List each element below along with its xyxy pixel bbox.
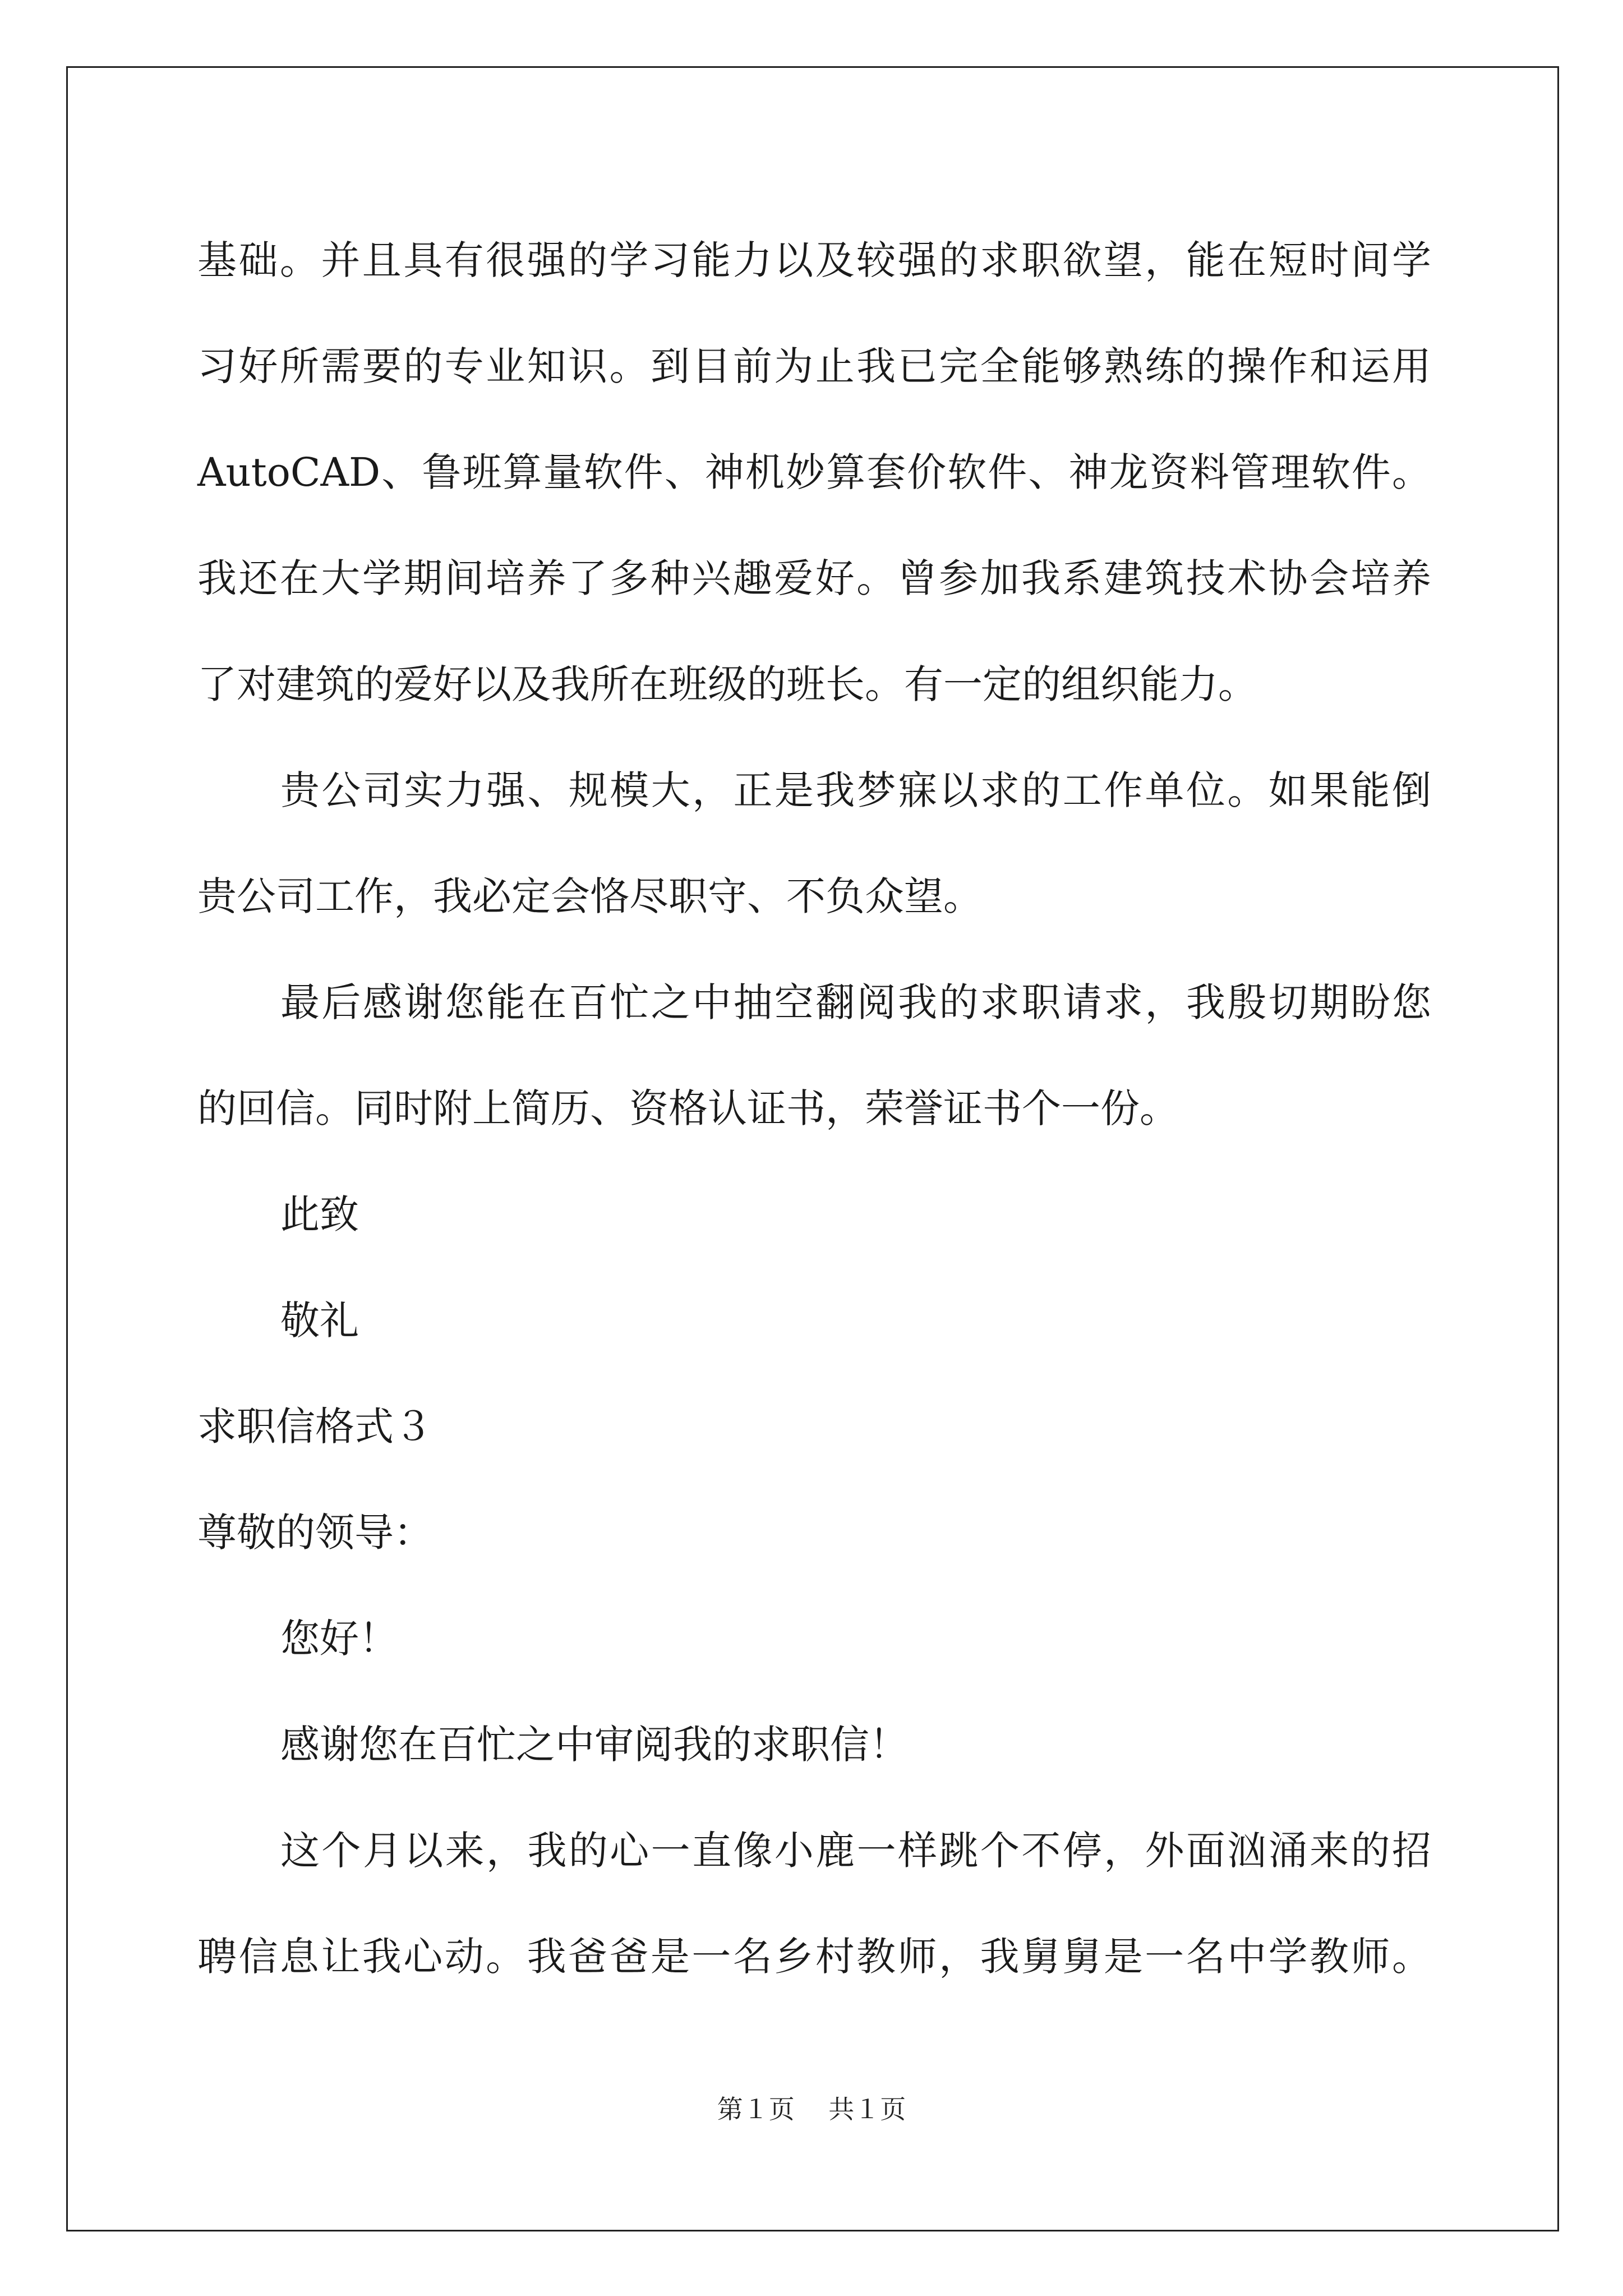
paragraph-line: 聘信息让我心动。我爸爸是一名乡村教师，我舅舅是一名中学教师。 (197, 1934, 1431, 1980)
paragraph-line: 贵公司工作，我必定会恪尽职守、不负众望。 (197, 873, 983, 919)
closing-regards: 敬礼 (280, 1297, 359, 1343)
document-body (197, 208, 1431, 2010)
paragraph-line: 这个月以来，我的心一直像小鹿一样跳个不停，外面汹涌来的招 (280, 1828, 1431, 1874)
section-heading: 求职信格式３ (197, 1404, 433, 1450)
paragraph-line: 的回信。同时附上简历、资格认证书，荣誉证书个一份。 (197, 1085, 1179, 1131)
page-number-footer: 第１页 共１页 (717, 2094, 906, 2124)
letter-greeting: 尊敬的领导： (197, 1510, 433, 1556)
paragraph-line: 最后感谢您能在百忙之中抽空翻阅我的求职请求，我殷切期盼您 (280, 979, 1431, 1025)
paragraph-line: 基础。并且具有很强的学习能力以及较强的求职欲望，能在短时间学 (197, 237, 1431, 283)
paragraph-line: AutoCAD、鲁班算量软件、神机妙算套价软件、神龙资料管理软件。 (197, 449, 1431, 495)
paragraph-line: 我还在大学期间培养了多种兴趣爱好。曾参加我系建筑技术协会培养 (197, 555, 1431, 601)
paragraph-line: 感谢您在百忙之中审阅我的求职信！ (280, 1722, 909, 1768)
paragraph-line: 了对建筑的爱好以及我所在班级的班长。有一定的组织能力。 (197, 661, 1257, 707)
letter-hello: 您好！ (280, 1616, 398, 1662)
closing-salutation: 此致 (280, 1191, 359, 1237)
paragraph-line: 贵公司实力强、规模大，正是我梦寐以求的工作单位。如果能倒 (280, 767, 1431, 813)
paragraph-line: 习好所需要的专业知识。到目前为止我已完全能够熟练的操作和运用 (197, 343, 1431, 389)
